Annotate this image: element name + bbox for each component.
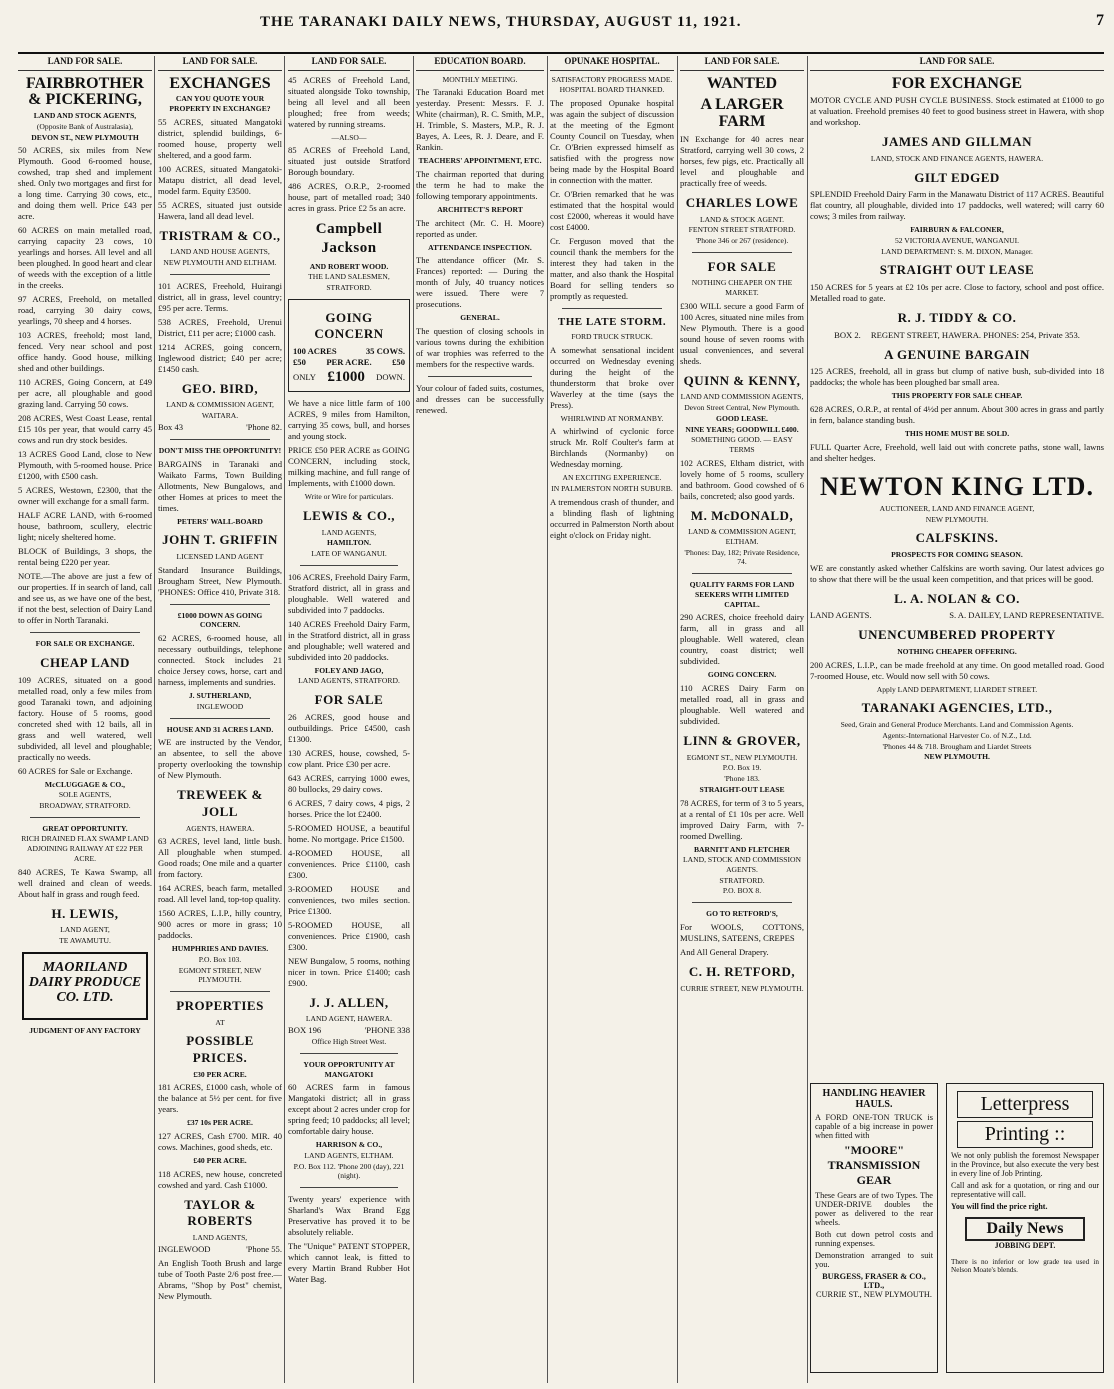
agent-name: JOHN T. GRIFFIN (162, 532, 278, 548)
section-subheader: GREAT OPPORTUNITY. (42, 823, 128, 833)
listing: 5-ROOMED HOUSE, all conveniences. Price £1900, cash £300. (288, 919, 410, 952)
article-paragraph: Cr. O'Brien remarked that he was estimated that the hospital would cost £2000, whereas it would have cost £4000. (550, 188, 674, 232)
listing: 290 ACRES, choice freehold dairy farm, all in grass and all ploughable. Well watered, clean country, coast district; well subdivided. (680, 612, 804, 667)
ad-text: Both cut down petrol costs and running expenses. (815, 1230, 933, 1248)
ad-text: We not only publish the foremost Newspaper in the Province, but also execute the very best in every line of Job Printing. (951, 1151, 1099, 1178)
price: £50 (293, 357, 306, 368)
listing: 130 ACRES, house, cowshed, 5-cow plant. Price £30 per acre. (288, 747, 410, 769)
ad-title: FOR SALE (707, 258, 777, 274)
agent-address: AGENTS, HAWERA. (185, 823, 255, 833)
column-1 (18, 56, 152, 1383)
ad-title-word: AT (215, 1017, 225, 1027)
article-paragraph: The attendance officer (Mr. S. Frances) reported: — During the month of July, 40 truancy notices were issued. There were 7 prosecutions. (416, 255, 544, 310)
listing: 164 ACRES, beach farm, metalled road. All level land, top-top quality. (158, 883, 282, 905)
advertisement: The "Unique" PATENT STOPPER, which cannot leak, is fitted to every Martin Brand Rubber Hot Water Bag. (288, 1241, 410, 1285)
ad-heading: GOING CONCERN. (707, 670, 777, 680)
listing: 60 ACRES on main metalled road, carrying capacity 23 cows, 10 yearlings and horses. All level and all been ploughed. In good heart and clear of weeds with the exception of a little in the creeks. (18, 225, 152, 291)
price: £50 (392, 357, 405, 368)
agent-address: STRATFORD. (326, 283, 372, 293)
ad-title: "MOORE" TRANSMISSION GEAR (827, 1143, 921, 1187)
daily-news-logo: Daily News (965, 1217, 1085, 1241)
listing: 118 ACRES, new house, concreted cowshed and yard. Cash £1000. (158, 1168, 282, 1190)
article-subhead: SATISFACTORY PROGRESS MADE. (551, 74, 673, 84)
column-divider (677, 56, 678, 1383)
listing: 628 ACRES, O.R.P., at rental of 4½d per annum. About 300 acres in grass and partly in fern, balance standing bush. (810, 404, 1104, 426)
box-number: Box 43 (158, 421, 184, 432)
price-line (293, 357, 405, 368)
agent-name: TREWEEK & JOLL (177, 787, 263, 819)
listing: IN Exchange for 40 acres near Stratford, carrying well 30 cows, 2 horses, few pigs, etc. Practically all level and ploughable and practically free of weeds. (680, 133, 804, 188)
ad-heading: GOOD LEASE. (716, 413, 768, 423)
listing: £300 WILL secure a good Farm of 100 Acres, situated nine miles from New Plymouth. There is a good sound house of seven rooms with usual conveniences, and several sheds. (680, 300, 804, 366)
agent-name: H. LEWIS, (51, 905, 119, 921)
listing: 62 ACRES, 6-roomed house, all necessary outbuildings, telephone connected. Stock includes 21 choice Jersey cows, horse, cart and harness, implements and sundries. (158, 633, 282, 688)
separator (30, 817, 140, 818)
logo-text: MAORILAND DAIRY PRODUCE CO. LTD. (28, 959, 142, 1006)
write-note: Write or Wire for particulars. (304, 492, 394, 502)
agent-role: Seed, Grain and General Produce Merchants. Land and Commission Agents. (840, 720, 1074, 730)
listing: 60 ACRES for Sale or Exchange. (18, 765, 133, 776)
advertisement: And All General Drapery. (680, 946, 769, 957)
advertiser-name: FAIRBROTHER & PICKERING, (26, 74, 144, 109)
article-subhead: ARCHITECT'S REPORT (437, 204, 523, 214)
agent-address: STRATFORD. (719, 875, 765, 885)
listing: 103 ACRES, freehold; most land, fenced. Very near school and post office handy. Good house, milking shed and other buildings. (18, 330, 152, 374)
agent-name: LINN & GROVER, (683, 733, 801, 749)
separator (562, 308, 662, 309)
agent-role: Agents:-International Harvester Co. of N.Z., Ltd. (882, 730, 1032, 740)
agent-role: LAND AGENTS, (192, 1233, 248, 1243)
ad-heading: THIS HOME MUST BE SOLD. (904, 429, 1010, 439)
column-divider (284, 56, 285, 1383)
ad-heading: SOMETHING GOOD. — EASY TERMS (691, 435, 793, 454)
listing: 60 ACRES farm in famous Mangatoki district; all in grass except about 2 acres under crop for spring feed; 10 paddocks; all level; comfortable dairy house. (288, 1082, 410, 1137)
phone-number: 'Phone 346 or 267 (residence). (695, 235, 789, 245)
ad-title: FOR SALE (314, 692, 384, 708)
article-headline: EDUCATION BOARD. (416, 56, 544, 71)
logo-caption: JUDGMENT OF ANY FACTORY (29, 1025, 141, 1035)
acres: 100 ACRES (293, 346, 337, 357)
listing: 1214 ACRES, going concern, Inglewood district; £40 per acre; £1450 cash. (158, 341, 282, 374)
listing: FULL Quarter Acre, Freehold, well laid out with concrete paths, stone wall, lawns and shelter hedges. (810, 441, 1104, 463)
listing: 100 ACRES, situated Mangatoki-Matapu district, all dead level, model farm. Equity £3500. (158, 163, 282, 196)
listing: 150 ACRES for 5 years at £2 10s per acre. Close to factory, school and post office. Metalled road to gate. (810, 282, 1104, 304)
article-paragraph: The architect (Mr. C. H. Moore) reported as under. (416, 217, 544, 239)
column-6 (680, 56, 804, 1383)
price-heading: £40 PER ACRE. (193, 1156, 247, 1166)
agent-address: EGMONT ST., NEW PLYMOUTH. (686, 752, 798, 762)
listing: 486 ACRES, O.R.P., 2-roomed house, part of metalled road; 340 acres in grass. Price £2 5s an acre. (288, 181, 410, 214)
column-5 (550, 56, 674, 1383)
listing: 63 ACRES, level land, little bush. All ploughable when stumped. Good roads; One mile and a quarter from factory. (158, 836, 282, 880)
listing: WE are instructed by the Vendor, an absentee, to sell the above property overlooking the township of New Plymouth. (158, 737, 282, 781)
agent-address: INGLEWOOD (158, 1243, 211, 1254)
agent-representative: S. A. DAILEY, LAND REPRESENTATIVE. (949, 610, 1104, 621)
ad-title: A LARGER FARM (700, 96, 784, 131)
ad-subtitle: PROSPECTS FOR COMING SEASON. (891, 550, 1023, 560)
listing: 125 ACRES, freehold, all in grass but clump of native bush, sub-divided into 18 paddocks; the whole has been ploughed bar small area. (810, 366, 1104, 388)
agent-name: J. SUTHERLAND, (188, 691, 252, 701)
article-subhead: ATTENDANCE INSPECTION. (428, 242, 532, 252)
separator (300, 1187, 398, 1188)
ad-title: WANTED (706, 74, 778, 92)
agent-address: TE AWAMUTU. (59, 935, 111, 945)
agent-name: NEWTON KING LTD. (820, 471, 1094, 501)
ad-text: These Gears are of two Types. The UNDER-DRIVE doubles the power as delivered to the rear wheels. (815, 1191, 933, 1227)
agent-address: FENTON STREET STRATFORD. (688, 225, 796, 235)
listing: 55 ACRES, situated just outside Hawera, land all dead level. (158, 199, 282, 221)
listing: 200 ACRES, L.I.P., can be made freehold at any time. On good metalled road. Good 7-roomed House, etc. Would now sell with 50 cows. (810, 659, 1104, 681)
section-header: LAND FOR SALE. (680, 56, 804, 71)
maoriland-dairy-logo (22, 952, 148, 1020)
agent-role: LAND & COMMISSION AGENT, (166, 400, 274, 410)
agent-note: LATE OF WANGANUI. (311, 548, 387, 558)
agent-address: LAND AGENTS, STRATFORD. (298, 676, 400, 686)
advertiser-address: DEVON ST., NEW PLYMOUTH (31, 132, 139, 142)
agent-name: Campbell Jackson (315, 221, 383, 257)
note: NOTE.—The above are just a few of our properties. If in search of land, call and see us, as we have one of the best, if not the best, selection of Dairy Land to offer in North Taranaki. (18, 571, 152, 626)
separator (170, 991, 270, 992)
ad-title: Printing :: (957, 1121, 1093, 1148)
agent-name: J. J. ALLEN, (309, 994, 389, 1010)
column-divider (547, 56, 548, 1383)
down-label: DOWN. (376, 372, 405, 383)
agent-name: TRISTRAM & CO., (159, 227, 281, 243)
contact-line (288, 1025, 410, 1036)
ad-heading: YOUR OPPORTUNITY AT MANGATOKI (303, 1059, 395, 1079)
phone-number: 'Phone 183. (724, 774, 760, 784)
agent-name: HUMPHRIES AND DAVIES. (171, 944, 269, 954)
per-acre: PER ACRE. (326, 357, 372, 368)
article-paragraph: The chairman reported that during the term he had to make the following temporary appointments. (416, 168, 544, 201)
listing: 110 ACRES, Going Concern, at £49 per acre, all ploughable and good grazing land. Carrying 50 cows. (18, 377, 152, 410)
ad-title: POSSIBLE PRICES. (186, 1033, 254, 1066)
agent-name: QUINN & KENNY, (683, 372, 801, 388)
article-subhead: AN EXCITING EXPERIENCE. (562, 473, 662, 483)
phone-number: 'Phones 44 & 718. Brougham and Liardet Streets (882, 741, 1032, 751)
article-paragraph: A whirlwind of cyclonic force struck Mr. Rolf Coulter's farm at Birchlands (Normanby) on Wednesday morning. (550, 426, 674, 470)
agent-name: FAIRBURN & FALCONER, (910, 225, 1004, 235)
separator (692, 252, 792, 253)
phone-number: 'Phone 55. (246, 1243, 282, 1254)
article-paragraph: The question of closing schools in various towns during the exhibition of war trophies was referred to the members for the respective wards. (416, 326, 544, 370)
article-paragraph: A somewhat sensational incident occurred on Wednesday evening during the height of the thunderstorm that broke over Waverley at the time (says the Press). (550, 344, 674, 410)
price-heading: £37 10s PER ACRE. (187, 1118, 253, 1128)
listing: 208 ACRES, West Coast Lease, rental £15 10s per year, that would carry 45 cows and run dry stock besides. (18, 413, 152, 446)
column-7 (810, 56, 1104, 1077)
advertisement: An English Tooth Brush and large tube of Tooth Paste 2/6 post free.—Abrams, "Shop by Post" chemist, New Plymouth. (158, 1257, 282, 1301)
agent-name: TARANAKI AGENCIES, LTD., (861, 700, 1053, 716)
article-paragraph: The proposed Opunake hospital was again the subject of discussion at the meeting of the Egmont County Council on Tuesday, when Cr. O'Brien expressed himself as satisfied with the progress now being made by the Hospital Board in connection with the matter. (550, 97, 674, 185)
ad-heading: QUALITY FARMS FOR LAND SEEKERS WITH LIMITED CAPITAL. (689, 580, 795, 609)
article-subhead: FORD TRUCK STRUCK. (571, 332, 653, 342)
separator (30, 632, 140, 633)
agent-address: Office High Street West. (311, 1037, 387, 1047)
column-divider (807, 56, 808, 1383)
listing: MOTOR CYCLE AND PUSH CYCLE BUSINESS. Stock estimated at £1000 to go at valuation. Freehold premises 40 feet to good business street in Hawera, with shop and workshop. (810, 95, 1104, 128)
separator (428, 376, 532, 377)
ad-title: FOR EXCHANGE (891, 74, 1023, 92)
phone-number: 'Phones: Day, 182; Private Residence, 74. (684, 547, 800, 567)
phone-number: 'Phone 82. (246, 421, 282, 432)
ad-title: PROPERTIES (176, 998, 264, 1014)
separator (300, 565, 398, 566)
ad-title: EXCHANGES (169, 74, 271, 92)
section-subheader: FOR SALE OR EXCHANGE. (35, 639, 135, 649)
agent-role: LAND, STOCK AND FINANCE AGENTS, HAWERA. (870, 153, 1044, 163)
agent-role: THE LAND SALESMEN, (308, 272, 390, 282)
listing: 101 ACRES, Freehold, Huirangi district, all in grass, level country; £95 per acre. Terms. (158, 280, 282, 313)
ad-heading: DON'T MISS THE OPPORTUNITY! (158, 445, 282, 455)
agent-address: WAITARA. (201, 411, 239, 421)
separator (692, 902, 792, 903)
listing: 110 ACRES Dairy Farm on metalled road, all in grass and ploughable. Well watered and subdivided. (680, 683, 804, 727)
agent-role: AUCTIONEER, LAND AND FINANCE AGENT, (879, 504, 1035, 514)
contact-line (158, 422, 282, 433)
article-headline: OPUNAKE HOSPITAL. (550, 56, 674, 71)
ad-title: A GENUINE BARGAIN (884, 346, 1030, 362)
ad-heading: THIS PROPERTY FOR SALE CHEAP. (891, 391, 1023, 401)
agent-box: P.O. Box 103. (198, 954, 242, 964)
agent-name: TAYLOR & ROBERTS (184, 1196, 256, 1229)
agent-name: BARNITT AND FLETCHER (693, 844, 791, 854)
agent-role: LAND AND COMMISSION AGENTS, (680, 392, 804, 402)
apply-note: Apply LAND DEPARTMENT, LIARDET STREET. (876, 684, 1038, 694)
letterpress-printing-ad (946, 1083, 1104, 1373)
listing: PRICE £50 PER ACRE as GOING CONCERN, including stock, milking machine, and full range of Implements, with £1000 down. (288, 445, 410, 489)
agent-name: FOLEY AND JAGO, (314, 665, 384, 675)
agent-name: GEO. BIRD, (181, 380, 259, 396)
listing: BARGAINS in Taranaki and Waikato Farms, Town Building Allotments, New Bungalows, and other Homes at prices to meet the times. (158, 458, 282, 513)
agent-role: LAND DEPARTMENT: S. M. DIXON, Manager. (881, 246, 1033, 256)
ad-subtitle: NOTHING CHEAPER ON THE MARKET. (691, 278, 793, 298)
listing: 109 ACRES, situated on a good metalled road, only a few miles from good Taranaki town, and adjoining factory. House of 5 rooms, good concreted shed with 12 bails, all in grass and well watered, well subdivided, all level and ploughable; practically no weeds. (18, 674, 152, 762)
ad-text: There is no inferior or low grade tea used in Nelson Moate's blends. (951, 1258, 1099, 1274)
ad-title: CHEAP LAND (40, 654, 130, 670)
article-paragraph: A tremendous crash of thunder, and a blinding flash of lightning occurred in Palmerston North about eight o'clock on Friday night. (550, 496, 674, 540)
only-label: ONLY (293, 372, 317, 383)
section-header: LAND FOR SALE. (810, 56, 1104, 71)
contact-line (810, 610, 1104, 621)
box-number: BOX 2. (834, 329, 861, 340)
agent-address: INGLEWOOD (196, 701, 244, 711)
agent-name: LEWIS & CO., (303, 507, 395, 523)
column-2 (158, 56, 282, 1383)
article-subhead: HOSPITAL BOARD THANKED. (559, 85, 665, 95)
agent-name: AND ROBERT WOOD. (309, 261, 389, 271)
listing: 538 ACRES, Freehold, Urenui District, £11 per acre; £1000 cash. (158, 316, 282, 338)
separator (170, 439, 270, 440)
listing: We have a nice little farm of 100 ACRES, 9 miles from Hamilton, carrying 35 cows, bull, and horses and young stock. (288, 398, 410, 442)
agent-name: L. A. NOLAN & CO. (894, 590, 1020, 606)
advertisement: Twenty years' experience with Sharland's Wax Brand Egg Preservative has proved it to be absolutely reliable. (288, 1194, 410, 1238)
agent-name: JAMES AND GILLMAN (881, 134, 1033, 150)
box-number: BOX 196 (288, 1025, 322, 1036)
agent-address: HAMILTON. (326, 538, 372, 548)
listing: 106 ACRES, Freehold Dairy Farm, Stratford district, all in grass and ploughable. Well watered and subdivided into 7 paddocks. (288, 571, 410, 615)
article-subhead: GENERAL. (460, 313, 500, 323)
deposit-line (293, 368, 405, 387)
acres-cows-line (293, 346, 405, 357)
agent-role: LAND AGENTS, (321, 527, 377, 537)
separator (170, 604, 270, 605)
agent-address: CURRIE STREET, NEW PLYMOUTH. (680, 983, 804, 993)
listing: SPLENDID Freehold Dairy Farm in the Manawatu District of 117 ACRES. Beautiful flat country, all ploughable, divided into 17 paddocks, well watered; will carry 60 cows; 3 miles from railway. (810, 189, 1104, 222)
listing: 5 ACRES, Westown, £2300, that the owner will exchange for a small farm. (18, 485, 152, 507)
listing: 55 ACRES, situated Mangatoki district, splendid buildings, 6-roomed house, property well sheltered, and a good farm. (158, 116, 282, 160)
listing: 97 ACRES, Freehold, on metalled road, carrying 30 dairy cows, yearlings, 70 sheep and 4 horses. (18, 294, 152, 327)
listing: HALF ACRE LAND, with 6-roomed house, bathroom, scullery, electric light; nicely sheltered home. (18, 510, 152, 543)
article-subhead: IN PALMERSTON NORTH SUBURB. (551, 484, 673, 494)
article-paragraph: Cr. Ferguson moved that the council thank the members for the interest they had taken in the matter, and also thank the Hospital Board for selling tenders so promptly as requested. (550, 235, 674, 301)
agent-role: LAND AGENTS. (810, 610, 872, 621)
separator (300, 1053, 398, 1054)
phone-number: 'PHONE 338 (364, 1025, 410, 1036)
agent-box: P.O. Box 19. (722, 763, 762, 773)
article-subhead: TEACHERS' APPOINTMENT, ETC. (418, 156, 542, 166)
contact-line (158, 1244, 282, 1255)
ad-heading: £1000 DOWN AS GOING CONCERN. (177, 610, 263, 630)
agent-address: CURRIE ST., NEW PLYMOUTH. (816, 1290, 932, 1299)
ad-title: STRAIGHT OUT LEASE (879, 262, 1035, 278)
cows: 35 COWS. (365, 346, 405, 357)
listing: 6 ACRES, 7 dairy cows, 4 pigs, 2 horses. Price the lot £2400. (288, 797, 410, 819)
ad-question: CAN YOU QUOTE YOUR PROPERTY IN EXCHANGE? (169, 94, 271, 114)
listing: 4-ROOMED HOUSE, all conveniences. Price £1100, cash £300. (288, 847, 410, 880)
listing: 1560 ACRES, L.I.P., hilly country, 900 acres or more in grass; 10 paddocks. (158, 908, 282, 941)
page-number: 7 (1096, 12, 1104, 29)
agent-address: NEW PLYMOUTH. (924, 752, 990, 762)
listing: 140 ACRES Freehold Dairy Farm, in the Stratford district, all in grass and ploughable; well watered and subdivided into 20 paddocks. (288, 618, 410, 662)
agent-box: P.O. BOX 8. (722, 886, 762, 896)
ad-subtitle: NOTHING CHEAPER OFFERING. (897, 647, 1017, 657)
separator (170, 718, 270, 719)
agent-address: REGENT STREET, HAWERA. PHONES: 254, Private 353. (870, 329, 1080, 340)
article-subhead: WHIRLWIND AT NORMANBY. (560, 413, 664, 423)
agent-role: LAND AGENT, (60, 925, 110, 935)
agent-name: CHARLES LOWE (685, 194, 799, 210)
agent-address: Devon Street Central, New Plymouth. (684, 403, 800, 413)
listing: 26 ACRES, good house and outbuildings. Price £4500, cash £1300. (288, 711, 410, 744)
listing: WE are constantly asked whether Calfskins are worth saving. Our latest advices go to show that there will be the usual keen competition, and that prices will be good. (810, 562, 1104, 584)
advertisement: For WOOLS, COTTONS, MUSLINS, SATEENS, CREPES (680, 921, 804, 943)
advertiser-address: (Opposite Bank of Australasia), (36, 121, 134, 131)
agent-role: LAND, STOCK AND COMMISSION AGENTS. (683, 855, 801, 874)
ad-title: Letterpress (957, 1091, 1093, 1118)
listing: 643 ACRES, carrying 1000 ewes, 80 bullocks, 29 dairy cows. (288, 772, 410, 794)
product-name: PETERS' WALL-BOARD (177, 516, 263, 526)
ad-text: A FORD ONE-TON TRUCK is capable of a big increase in power when fitted with (815, 1113, 933, 1140)
agent-address: 52 VICTORIA AVENUE, WANGANUI. (894, 236, 1020, 245)
ad-title: GOING CONCERN (314, 309, 384, 342)
ad-subtitle: RICH DRAINED FLAX SWAMP LAND ADJOINING RAILWAY AT £22 PER ACRE. (21, 834, 149, 863)
listing: BLOCK of Buildings, 3 shops, the rental being £220 per year. (18, 546, 152, 568)
listing: 85 ACRES of Freehold Land, situated just outside Stratford Borough boundary. (288, 145, 410, 178)
ad-text: You will find the price right. (951, 1202, 1048, 1211)
advertiser-subtitle: LAND AND STOCK AGENTS, (33, 111, 137, 121)
listing: 127 ACRES, Cash £700. MIR. 40 cows. Machines, good sheds, etc. (158, 1131, 282, 1153)
agent-address: Standard Insurance Buildings, Brougham Street, New Plymouth. 'PHONES: Office 410, Private 318. (158, 564, 282, 597)
agent-role: LAND AND HOUSE AGENTS, (170, 247, 270, 257)
agent-name: R. J. TIDDY & CO. (897, 310, 1017, 326)
separator (692, 573, 792, 574)
ad-title: UNENCUMBERED PROPERTY (858, 627, 1056, 643)
ad-heading: STRAIGHT-OUT LEASE (699, 784, 785, 794)
section-header: LAND FOR SALE. (18, 56, 152, 71)
listing: 5-ROOMED HOUSE, a beautiful home. No mortgage. Price £1500. (288, 822, 410, 844)
agent-role: SOLE AGENTS, (58, 790, 112, 800)
masthead-rule (18, 52, 1104, 54)
listing: 50 ACRES, six miles from New Plymouth. Good 6-roomed house, cowshed, trap shed and implement shed. Only two mortgages and first for a long time. Carrying 30 cows, etc., and doing them well. Price £43 per acre. (18, 145, 152, 222)
agent-role: LAND AGENTS, ELTHAM. (304, 1150, 394, 1160)
agent-name: M. McDONALD, (690, 507, 794, 523)
article-subhead: MONTHLY MEETING. (442, 74, 518, 84)
agent-address: NEW PLYMOUTH AND ELTHAM. (163, 258, 277, 268)
ad-subtitle: JOBBING DEPT. (994, 1241, 1056, 1250)
moore-transmission-ad (810, 1083, 938, 1373)
going-concern-box (288, 299, 410, 392)
ad-heading: GO TO RETFORD'S, (706, 909, 778, 919)
article-paragraph: Your colour of faded suits, costumes, and dresses can be successfully renewed. (416, 383, 544, 416)
listing: 45 ACRES of Freehold Land, situated alongside Toko township, being all level and all been ploughed; free from weeds; watered by running streams. (288, 74, 410, 129)
agent-address: NEW PLYMOUTH. (925, 514, 989, 524)
column-divider (413, 56, 414, 1383)
ad-title: HANDLING HEAVIER HAULS. (822, 1088, 926, 1110)
agent-role: LAND AGENT, HAWERA. (305, 1014, 393, 1024)
ad-title: CALFSKINS. (915, 530, 999, 546)
agent-role: LAND & COMMISSION AGENT, ELTHAM. (688, 527, 796, 547)
article-paragraph: The Taranaki Education Board met yesterday. Present: Messrs. F. J. White (chairman), R. C. Smith, M.P., H. Trimble, S. Masters, M.P., R. J. Bayes, A. Lees, R. J. Deare, and F. Rankin. (416, 87, 544, 153)
contact-line (810, 330, 1104, 341)
agent-address: P.O. Box 112. 'Phone 200 (day), 221 (night). (293, 1161, 405, 1181)
listing: 3-ROOMED HOUSE and conveniences, two miles section. Price £1300. (288, 883, 410, 916)
listing: 840 ACRES, Te Kawa Swamp, all well drained and clean of weeds. About half in grass and rough feed. (18, 866, 152, 899)
separator (170, 274, 270, 275)
ad-title: GILT EDGED (914, 169, 1000, 185)
agent-role: LAND & STOCK AGENT. (699, 214, 785, 224)
also-label: —ALSO— (331, 132, 367, 142)
newspaper-title: THE TARANAKI DAILY NEWS, THURSDAY, AUGUST 11, 1921. (260, 14, 742, 30)
deposit-amount: £1000 (327, 369, 365, 386)
agent-name: McCLUGGAGE & CO., (44, 779, 126, 789)
agent-name: HARRISON & CO., (315, 1140, 383, 1150)
agent-address: BROADWAY, STRATFORD. (39, 801, 131, 811)
agent-name: BURGESS, FRASER & CO., LTD., (822, 1272, 926, 1290)
ad-text: Call and ask for a quotation, or ring and our representative will call. (951, 1181, 1099, 1199)
section-header: LAND FOR SALE. (158, 56, 282, 71)
section-header: LAND FOR SALE. (288, 56, 410, 71)
masthead (0, 0, 1114, 40)
agent-name: C. H. RETFORD, (688, 963, 796, 979)
ad-heading: HOUSE AND 31 ACRES LAND. (166, 724, 274, 734)
listing: 181 ACRES, £1000 cash, whole of the balance at 5½ per cent. for five years. (158, 1082, 282, 1115)
column-4 (416, 56, 544, 1383)
listing: 102 ACRES, Eltham district, with lovely home of 5 rooms, scullery and bathroom. Good cowshed of 6 bails, concreted; also good yards. (680, 457, 804, 501)
listing: NEW Bungalow, 5 rooms, nothing nicer in town. Price £1400; cash £900. (288, 955, 410, 988)
ad-text: Demonstration arranged to suit you. (815, 1251, 933, 1269)
listing: 13 ACRES Good Land, close to New Plymouth, with 5-roomed house. Price £1200, with £500 cash. (18, 449, 152, 482)
column-divider (154, 56, 155, 1383)
column-3 (288, 56, 410, 1383)
listing: 78 ACRES, for term of 3 to 5 years, at a rental of £1 10s per acre. Well improved Dairy Farm, with 7-roomed Dwelling. (680, 797, 804, 841)
price-heading: £30 PER ACRE. (193, 1069, 247, 1079)
article-headline: THE LATE STORM. (557, 315, 667, 328)
ad-heading: NINE YEARS; GOODWILL £400. (685, 424, 799, 434)
agent-address: EGMONT STREET, NEW PLYMOUTH. (178, 965, 262, 985)
agent-role: LICENSED LAND AGENT (176, 551, 264, 561)
